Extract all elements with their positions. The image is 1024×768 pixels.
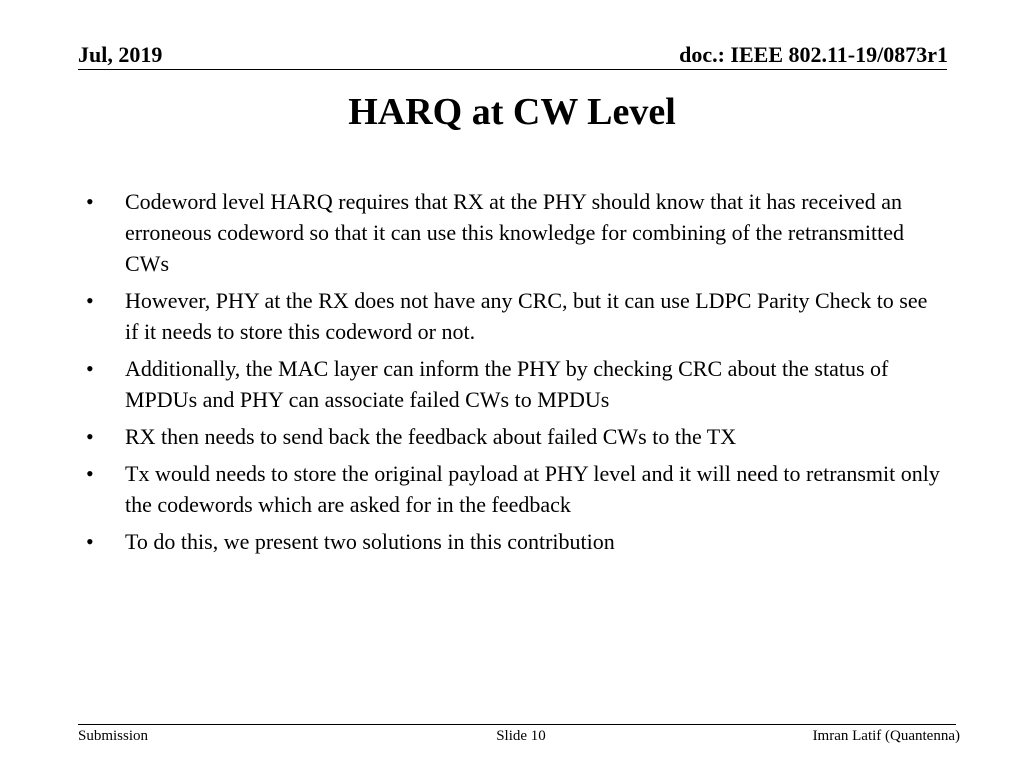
header-date: Jul, 2019 [78, 42, 163, 67]
bullet-text: Additionally, the MAC layer can inform the PHY by checking CRC about the status of MPDUs and PHY can associate failed CWs to MPDUs [125, 356, 889, 412]
bullet-text: Codeword level HARQ requires that RX at the PHY should know that it has received an erroneous codeword so that it can use this knowledge for combining of the retransmitted CWs [125, 189, 904, 276]
footer-divider [78, 724, 956, 725]
bullet-marker: • [86, 424, 94, 449]
footer-slide-number: Slide 10 [496, 728, 546, 744]
bullet-marker: • [86, 356, 94, 381]
header-doc-id: doc.: IEEE 802.11-19/0873r1 [679, 42, 948, 67]
bullet-list [86, 186, 946, 563]
bullet-item [86, 353, 946, 415]
bullet-marker: • [86, 288, 94, 313]
header-divider [78, 69, 947, 70]
bullet-item [86, 421, 946, 452]
footer-submission: Submission [78, 728, 149, 744]
bullet-item [86, 186, 946, 279]
bullet-marker: • [86, 529, 94, 554]
bullet-item [86, 458, 946, 520]
bullet-text: To do this, we present two solutions in this contribution [125, 529, 615, 554]
slide-title: HARQ at CW Level [348, 91, 676, 133]
bullet-item [86, 526, 946, 557]
bullet-marker: • [86, 189, 94, 214]
bullet-text: However, PHY at the RX does not have any CRC, but it can use LDPC Parity Check to see if it needs to store this codeword or not. [125, 288, 928, 344]
bullet-text: Tx would needs to store the original payload at PHY level and it will need to retransmit only the codewords which are asked for in the feedback [125, 461, 940, 517]
bullet-marker: • [86, 461, 94, 486]
bullet-text: RX then needs to send back the feedback about failed CWs to the TX [125, 424, 737, 449]
footer-author: Imran Latif (Quantenna) [812, 728, 960, 744]
bullet-item [86, 285, 946, 347]
